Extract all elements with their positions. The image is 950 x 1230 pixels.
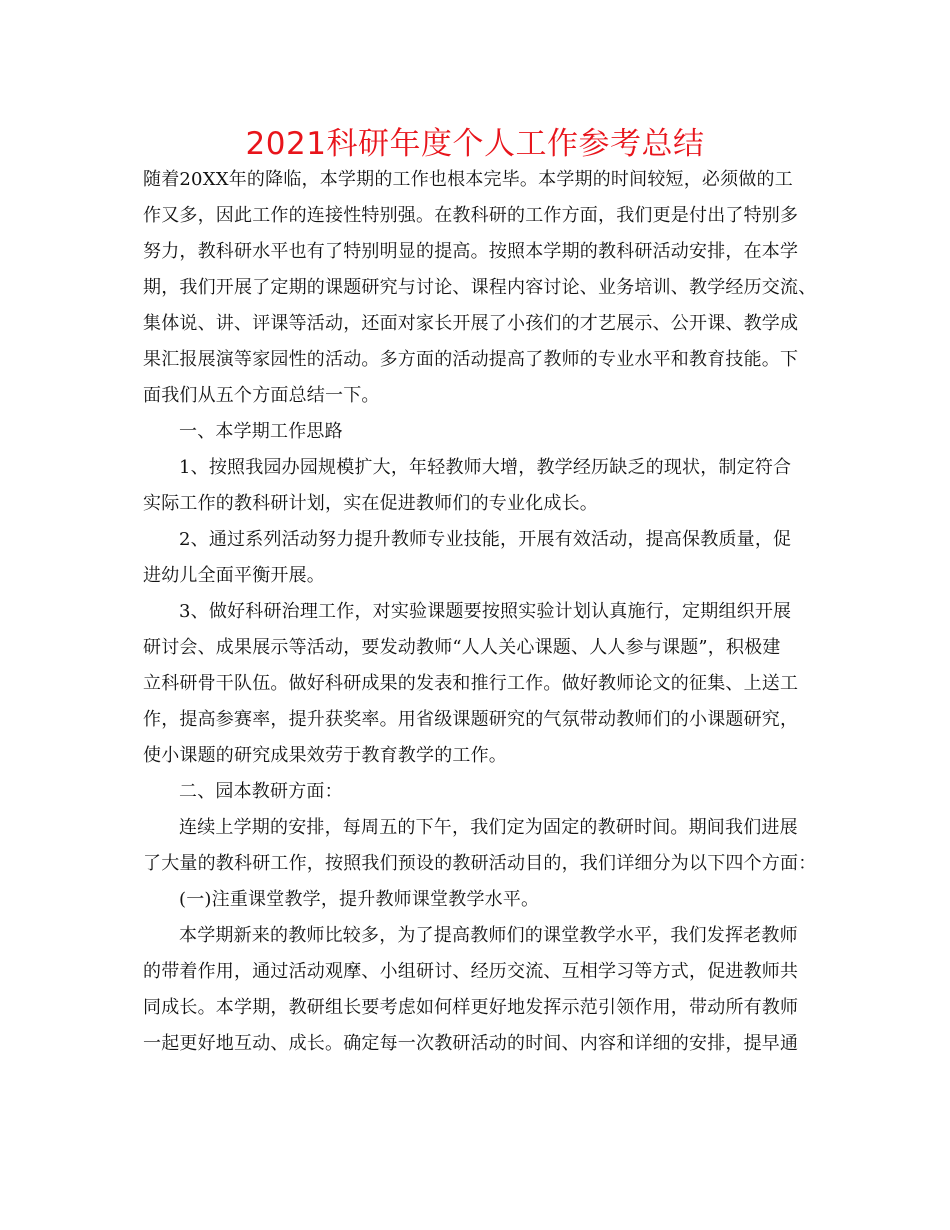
- body-line: 连续上学期的安排，每周五的下午，我们定为固定的教研时间。期间我们进展: [179, 817, 798, 838]
- body-line: 进幼儿全面平衡开展。: [143, 565, 325, 586]
- body-line: 努力，教科研水平也有了特别明显的提高。按照本学期的教科研活动安排，在本学: [143, 241, 799, 262]
- body-line: 1、按照我园办园规模扩大，年轻教师大增，教学经历缺乏的现状，制定符合: [179, 457, 792, 478]
- body-line: 本学期新来的教师比较多，为了提高教师们的课堂教学水平，我们发挥老教师: [179, 925, 798, 946]
- document-title: 2021科研年度个人工作参考总结: [245, 126, 705, 162]
- body-line: 一起更好地互动、成长。确定每一次教研活动的时间、内容和详细的安排，提早通: [143, 1033, 799, 1054]
- body-line: 果汇报展演等家园性的活动。多方面的活动提高了教师的专业水平和教育技能。下: [143, 349, 799, 370]
- body-line: 的带着作用，通过活动观摩、小组研讨、经历交流、互相学习等方式，促进教师共: [143, 961, 799, 982]
- body-line: 了大量的教科研工作，按照我们预设的教研活动目的，我们详细分为以下四个方面：: [143, 853, 817, 874]
- body-line: 使小课题的研究成果效劳于教育教学的工作。: [143, 745, 507, 766]
- body-line: 作，提高参赛率，提升获奖率。用省级课题研究的气氛带动教师们的小课题研究，: [143, 709, 799, 730]
- body-line: 同成长。本学期，教研组长要考虑如何样更好地发挥示范引领作用，带动所有教师: [143, 997, 799, 1018]
- body-line: 2、通过系列活动努力提升教师专业技能，开展有效活动，提高保教质量，促: [179, 529, 792, 550]
- body-line: 实际工作的教科研计划，实在促进教师们的专业化成长。: [143, 493, 598, 514]
- body-line: 期，我们开展了定期的课题研究与讨论、课程内容讨论、业务培训、教学经历交流、: [143, 277, 817, 298]
- subsection-heading: (一)注重课堂教学，提升教师课堂教学水平。: [179, 889, 540, 910]
- body-line: 作又多，因此工作的连接性特别强。在教科研的工作方面，我们更是付出了特别多: [143, 205, 799, 226]
- body-line: 研讨会、成果展示等活动，要发动教师“人人关心课题、人人参与课题”，积极建: [143, 637, 781, 658]
- section-heading: 二、园本教研方面：: [179, 781, 343, 802]
- body-line: 立科研骨干队伍。做好科研成果的发表和推行工作。做好教师论文的征集、上送工: [143, 673, 799, 694]
- section-heading: 一、本学期工作思路: [179, 421, 343, 442]
- body-line: 集体说、讲、评课等活动，还面对家长开展了小孩们的才艺展示、公开课、教学成: [143, 313, 799, 334]
- body-line: 面我们从五个方面总结一下。: [143, 385, 380, 406]
- body-line: 3、做好科研治理工作，对实验课题要按照实验计划认真施行，定期组织开展: [179, 601, 792, 622]
- body-line: 随着20XX年的降临，本学期的工作也根本完毕。本学期的时间较短，必须做的工: [143, 169, 793, 190]
